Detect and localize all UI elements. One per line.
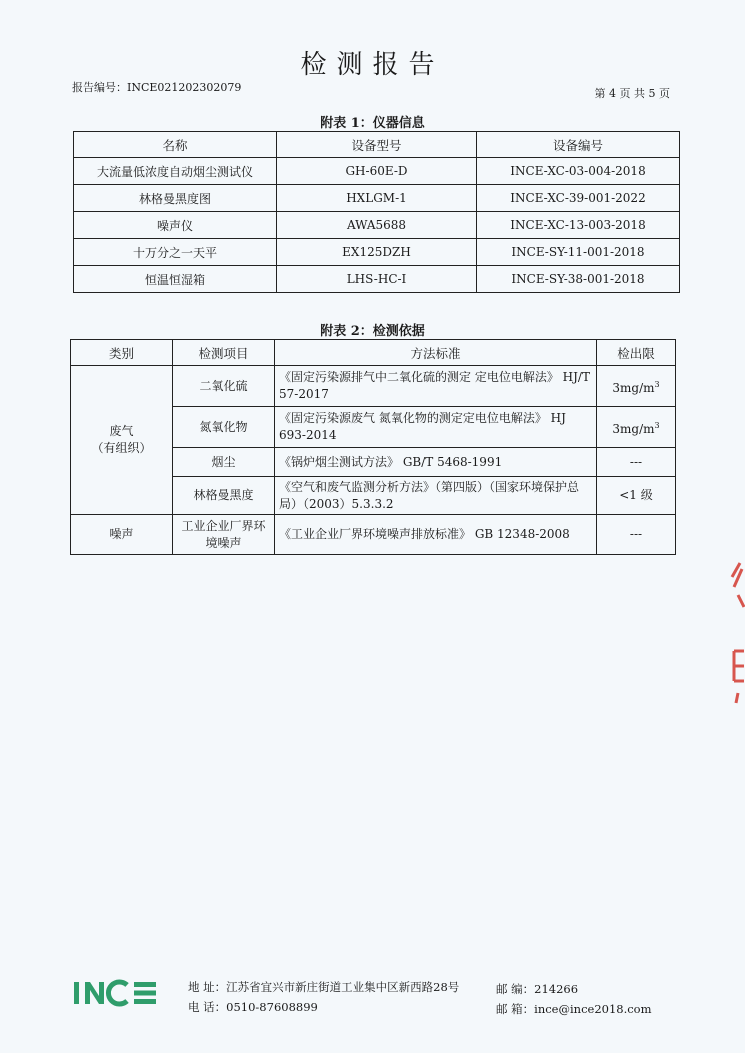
method-standard: 《固定污染源废气 氮氧化物的测定定电位电解法》 HJ 693-2014 — [275, 407, 597, 448]
test-item: 二氧化硫 — [173, 366, 275, 407]
phone-label: 电 话： — [188, 1000, 227, 1014]
table-row — [71, 515, 676, 555]
category-label: 废气 — [109, 424, 134, 438]
instrument-id: INCE-XC-13-003-2018 — [477, 212, 680, 239]
instrument-model: HXLGM-1 — [277, 185, 477, 212]
instrument-model: EX125DZH — [277, 239, 477, 266]
instrument-name: 十万分之一天平 — [74, 239, 277, 266]
instrument-id: INCE-SY-11-001-2018 — [477, 239, 680, 266]
detection-limit: --- — [597, 448, 676, 477]
postcode: 214266 — [534, 982, 579, 996]
instrument-name: 大流量低浓度自动烟尘测试仪 — [74, 158, 277, 185]
address: 江苏省宜兴市新庄街道工业集中区新西路28号 — [226, 980, 460, 994]
table1-caption: 附表 1：仪器信息 — [320, 116, 425, 131]
instrument-id: INCE-XC-39-001-2022 — [477, 185, 680, 212]
column-header: 设备编号 — [477, 132, 680, 158]
instrument-name: 林格曼黑度图 — [74, 185, 277, 212]
instrument-model: AWA5688 — [277, 212, 477, 239]
table-row — [74, 266, 680, 293]
instrument-name: 恒温恒湿箱 — [74, 266, 277, 293]
column-header: 方法标准 — [275, 340, 597, 366]
category-cell — [71, 366, 173, 515]
email-label: 邮 箱： — [496, 1002, 535, 1016]
table-header-row — [74, 132, 680, 158]
detection-limit: $3mg/m^3$ — [597, 366, 676, 407]
method-standard: 《固定污染源排气中二氧化硫的测定 定电位电解法》 HJ/T 57-2017 — [275, 366, 597, 407]
column-header: 检出限 — [597, 340, 676, 366]
table-header-row — [71, 340, 676, 366]
instrument-name: 噪声仪 — [74, 212, 277, 239]
table-row — [74, 212, 680, 239]
column-header: 类别 — [71, 340, 173, 366]
column-header: 名称 — [74, 132, 277, 158]
category-cell: 噪声 — [71, 515, 173, 555]
instrument-table — [73, 131, 680, 293]
method-table — [70, 339, 676, 555]
stamp-mark — [728, 555, 745, 711]
category-sublabel: （有组织） — [91, 441, 152, 455]
report-title: 检测报告 — [300, 50, 445, 80]
email: ince@ince2018.com — [534, 1002, 652, 1016]
instrument-model: GH-60E-D — [277, 158, 477, 185]
detection-limit: <1 级 — [597, 477, 676, 515]
detection-limit: $3mg/m^3$ — [597, 407, 676, 448]
detection-limit: --- — [597, 515, 676, 555]
test-item: 烟尘 — [173, 448, 275, 477]
company-logo — [72, 979, 162, 1005]
table2-caption: 附表 2：检测依据 — [320, 324, 425, 339]
table-row — [71, 366, 676, 407]
table-row — [74, 239, 680, 266]
test-item: 林格曼黑度 — [173, 477, 275, 515]
instrument-model: LHS-HC-I — [277, 266, 477, 293]
method-standard: 《工业企业厂界环境噪声排放标准》 GB 12348-2008 — [275, 515, 597, 555]
footer-contact-right — [496, 979, 652, 1019]
address-label: 地 址： — [188, 980, 227, 994]
table-row — [74, 158, 680, 185]
instrument-id: INCE-XC-03-004-2018 — [477, 158, 680, 185]
test-item: 工业企业厂界环境噪声 — [173, 515, 275, 555]
postcode-label: 邮 编： — [496, 982, 535, 996]
footer-contact-left — [188, 977, 459, 1017]
column-header: 设备型号 — [277, 132, 477, 158]
test-item: 氮氧化物 — [173, 407, 275, 448]
method-standard: 《空气和废气监测分析方法》（第四版）（国家环境保护总局）（2003）5.3.3.2 — [275, 477, 597, 515]
table-row — [74, 185, 680, 212]
method-standard: 《锅炉烟尘测试方法》 GB/T 5468-1991 — [275, 448, 597, 477]
instrument-id: INCE-SY-38-001-2018 — [477, 266, 680, 293]
page-number: 第 4 页 共 5 页 — [594, 87, 670, 100]
report-number: 报告编号：INCE021202302079 — [72, 81, 242, 94]
phone: 0510-87608899 — [226, 1000, 318, 1014]
column-header: 检测项目 — [173, 340, 275, 366]
